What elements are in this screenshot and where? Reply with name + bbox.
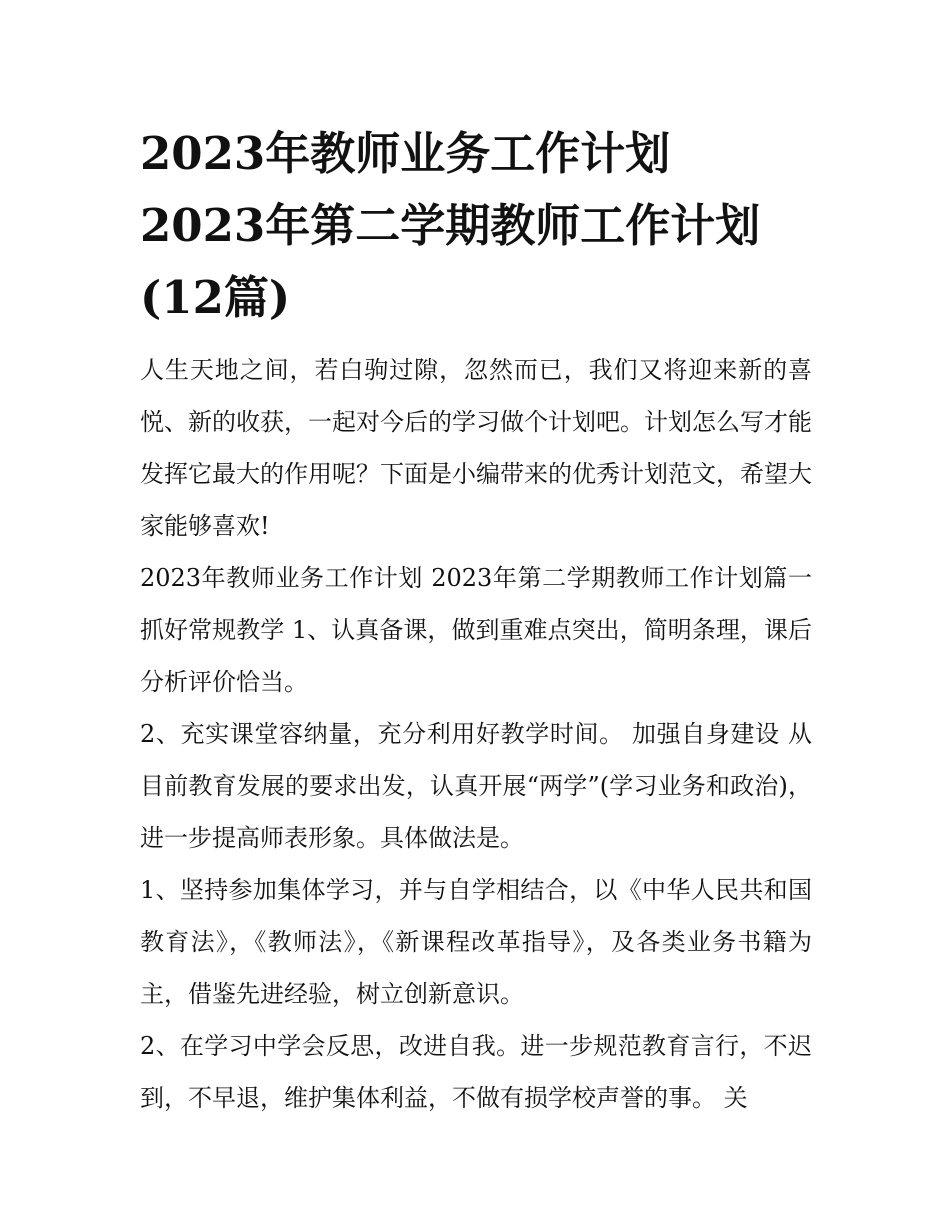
- paragraph-study-2: 2、在学习中学会反思，改进自我。进一步规范教育言行，不迟到，不早退，维护集体利益，不做有损学校声誉的事。 关: [140, 1032, 812, 1112]
- document-title: [140, 118, 812, 334]
- document-page: [140, 118, 812, 1124]
- paragraph-intro: 人生天地之间，若白驹过隙，忽然而已，我们又将迎来新的喜悦、新的收获，一起对今后的学习做个计划吧。计划怎么写才能发挥它最大的作用呢？下面是小编带来的优秀计划范文，希望大家能够喜欢!: [140, 356, 812, 540]
- paragraph-item-2: 2、充实课堂容纳量，充分利用好教学时间。 加强自身建设 从目前教育发展的要求出发，认真开展“两学”(学习业务和政治)，进一步提高师表形象。具体做法是。: [140, 720, 812, 852]
- title-line-3: (12篇): [140, 271, 291, 324]
- paragraph-section-one: 2023年教师业务工作计划 2023年第二学期教师工作计划篇一 抓好常规教学 1、认真备课，做到重难点突出，简明条理，课后分析评价恰当。: [140, 564, 812, 696]
- document-body: [140, 344, 812, 1124]
- title-line-2: 2023年第二学期教师工作计划: [140, 199, 761, 252]
- paragraph-study-1: 1、坚持参加集体学习，并与自学相结合，以《中华人民共和国教育法》，《教师法》，《新课程改革指导》，及各类业务书籍为主，借鉴先进经验，树立创新意识。: [140, 876, 812, 1008]
- title-line-1: 2023年教师业务工作计划: [140, 127, 671, 180]
